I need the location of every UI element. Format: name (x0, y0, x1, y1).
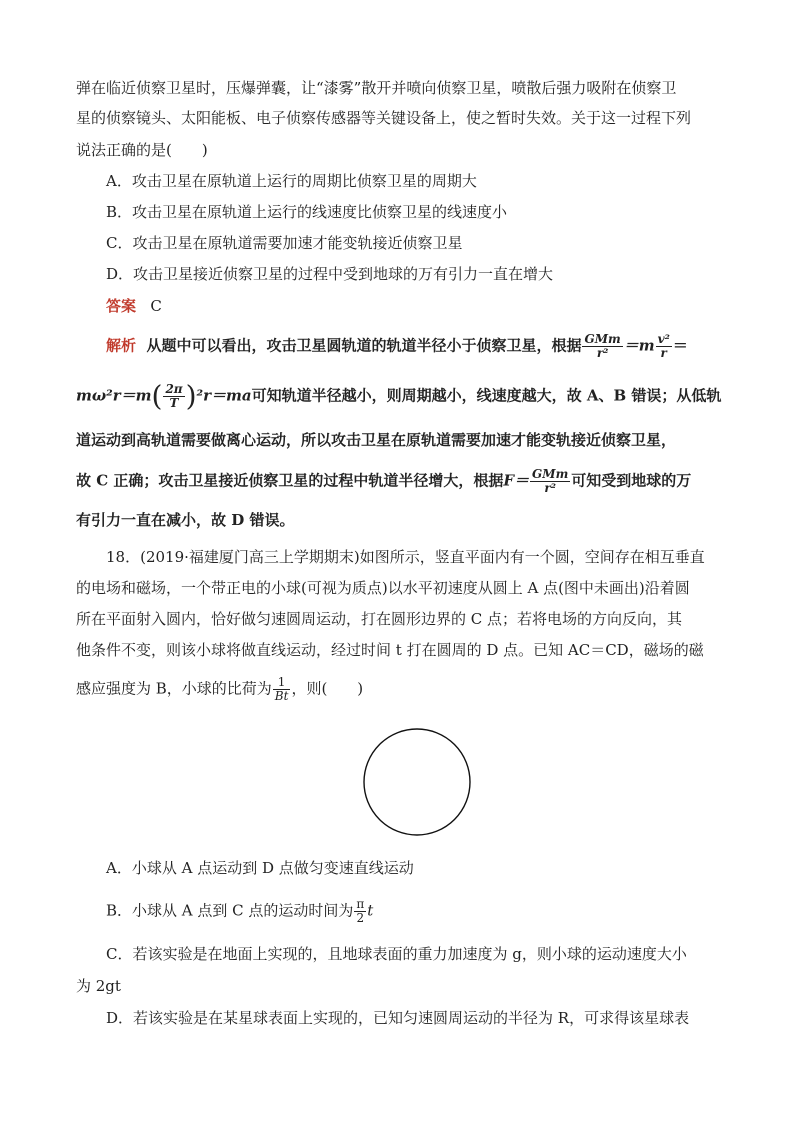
answer-line (106, 296, 162, 316)
q18-option-c-2: 为 2gt (76, 977, 121, 995)
analysis-line-5: 有引力一直在减小，故 D 错误。 (76, 511, 295, 529)
option-b: B．攻击卫星在原轨道上运行的线速度比侦察卫星的线速度小 (106, 203, 508, 221)
formula-fraction: $\frac{1}{Bt}$ (274, 675, 289, 703)
q18-option-c-1: C．若该实验是在地面上实现的，且地球表面的重力加速度为 g，则小球的运动速度大小 (106, 945, 687, 963)
analysis-line-3: 道运动到高轨道需要做离心运动，所以攻击卫星在原轨道需要加速才能变轨接近侦察卫星， (76, 431, 677, 449)
q18-stem-5: 感应强度为 B，小球的比荷为 $\frac{1}{Bt}$ ，则( ) (76, 675, 364, 703)
circle-figure (362, 727, 472, 837)
answer-value: C (150, 297, 162, 315)
stem-line-3: 说法正确的是( ) (76, 141, 208, 159)
q18-option-b: B．小球从 A 点到 C 点的运动时间为 $\frac{\pi}{2}$ t (106, 897, 374, 925)
analysis-line-1: 解析 从题中可以看出，攻击卫星圆轨道的轨道半径小于侦察卫星，根据 $\frac{\text{GMm}}{\text{r²}}$ ＝m $\frac{\text{v²}}{r}$ ＝ (106, 332, 688, 360)
formula-fraction: $\frac{\pi}{2}$ (356, 897, 365, 925)
formula-fraction: $\frac{\text{GMm}}{\text{r²}}$ (532, 467, 569, 495)
option-a: A．攻击卫星在原轨道上运行的周期比侦察卫星的周期大 (106, 172, 477, 190)
answer-label: 答案 (106, 297, 137, 315)
formula-fraction: $\frac{\text{v²}}{r}$ (657, 332, 670, 360)
stem-line-2: 星的侦察镜头、太阳能板、电子侦察传感器等关键设备上，使之暂时失效。关于这一过程下列 (76, 109, 692, 127)
option-d: D．攻击卫星接近侦察卫星的过程中受到地球的万有引力一直在增大 (106, 265, 554, 283)
analysis-line-2: mω²r＝m( $\frac{2\pi}{T}$ )²r＝ma可知轨道半径越小，则周期越小，线速度越大，故 A、B 错误；从低轨 (76, 379, 722, 413)
q18-stem-2: 的电场和磁场，一个带正电的小球(可视为质点)以水平初速度从圆上 A 点(图中未画出)沿着圆 (76, 579, 690, 597)
q18-option-d: D．若该实验是在某星球表面上实现的，已知匀速圆周运动的半径为 R，可求得该星球表 (106, 1009, 690, 1027)
q18-stem-4: 他条件不变，则该小球将做直线运动，经过时间 t 打在圆周的 D 点。已知 AC＝CD，磁场的磁 (76, 641, 704, 659)
formula-fraction: $\frac{2\pi}{T}$ (165, 382, 183, 410)
formula-fraction: $\frac{\text{GMm}}{\text{r²}}$ (584, 332, 621, 360)
analysis-line-4: 故 C 正确；攻击卫星接近侦察卫星的过程中轨道半径增大，根据F＝ $\frac{\text{GMm}}{\text{r²}}$ 可知受到地球的万 (76, 467, 692, 495)
stem-line-1: 弹在临近侦察卫星时，压爆弹囊，让“漆雾”散开并喷向侦察卫星，喷散后强力吸附在侦察卫 (76, 79, 677, 97)
analysis-label-text: 解析 (106, 336, 137, 355)
circle-outline (364, 729, 470, 835)
q18-stem-3: 所在平面射入圆内，恰好做匀速圆周运动，打在圆形边界的 C 点；若将电场的方向反向，其 (76, 610, 683, 628)
analysis-text-1: 从题中可以看出，攻击卫星圆轨道的轨道半径小于侦察卫星，根据 (146, 336, 582, 355)
q18-stem-1: 18．(2019·福建厦门高三上学期期末)如图所示，竖直平面内有一个圆，空间存在相互垂直 (106, 548, 705, 566)
q18-option-a: A．小球从 A 点运动到 D 点做匀变速直线运动 (106, 859, 414, 877)
option-c: C．攻击卫星在原轨道需要加速才能变轨接近侦察卫星 (106, 234, 463, 252)
